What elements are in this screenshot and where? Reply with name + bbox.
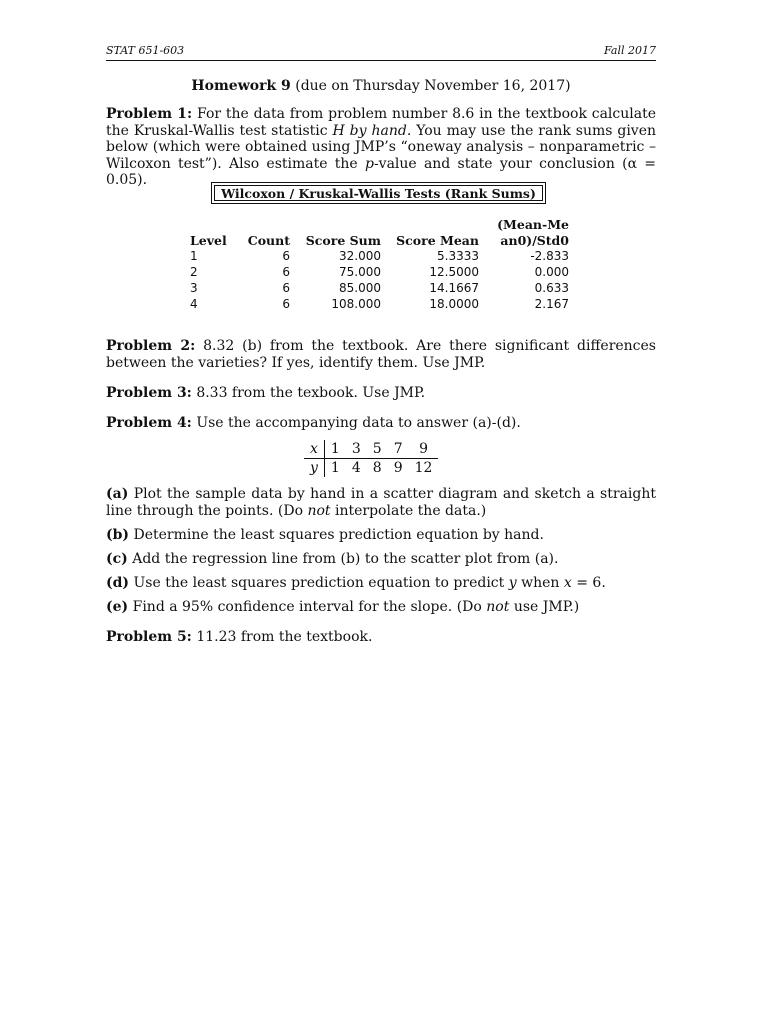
problem-2-text: 8.32 (b) from the textbook. Are there significant differences between the varieties? If yes, identify them. Use JMP. bbox=[106, 338, 656, 371]
jmp-table-title-box bbox=[211, 182, 546, 204]
col-level: Level bbox=[190, 232, 227, 248]
jmp-table-title: Wilcoxon / Kruskal-Wallis Tests (Rank Sums) bbox=[221, 186, 536, 201]
part-d-label: (d) bbox=[106, 575, 130, 591]
title-bold: Homework 9 bbox=[191, 78, 291, 94]
cell: 12.5000 bbox=[429, 265, 479, 279]
cell: 3 bbox=[190, 281, 198, 295]
problem-4-label: Problem 4: bbox=[106, 415, 192, 431]
problem-4-part-c bbox=[106, 551, 656, 568]
problem-1-stat-symbol: H bbox=[332, 122, 345, 139]
y-row bbox=[304, 459, 438, 478]
problem-3-label: Problem 3: bbox=[106, 385, 192, 401]
cell: 4 bbox=[351, 460, 361, 476]
problem-1-text-c: -value and state your conclusion ( bbox=[373, 155, 628, 172]
problem-5-label: Problem 5: bbox=[106, 629, 192, 645]
x-row bbox=[304, 440, 438, 459]
problem-1-text-a: For the data from problem number 8.6 in the textbook calculate the Kruskal-Wallis test statistic bbox=[106, 106, 656, 139]
cell: 8 bbox=[372, 460, 382, 476]
term: Fall 2017 bbox=[604, 44, 656, 57]
part-c-label: (c) bbox=[106, 551, 128, 567]
cell: 14.1667 bbox=[429, 281, 479, 295]
problem-3 bbox=[106, 385, 656, 402]
table-row bbox=[190, 264, 569, 280]
table-row bbox=[190, 296, 569, 312]
x-label: x bbox=[304, 440, 324, 459]
part-e-label: (e) bbox=[106, 599, 129, 615]
y-label: y bbox=[304, 459, 324, 478]
problem-5 bbox=[106, 629, 656, 646]
cell: 9 bbox=[409, 440, 439, 459]
cell: 5.3333 bbox=[437, 249, 479, 263]
part-a-not: not bbox=[307, 502, 331, 519]
part-a-text-1: Plot the sample data by hand in a scatter diagram and sketch a straight line through the points. (Do bbox=[106, 486, 656, 519]
cell: 6 bbox=[282, 297, 290, 311]
col-std-score-line1: (Mean-Me bbox=[497, 217, 569, 232]
col-std-score bbox=[479, 217, 569, 248]
cell: 85.000 bbox=[339, 281, 381, 295]
problem-1-by-hand: by hand bbox=[349, 122, 407, 139]
cell: 6 bbox=[282, 281, 290, 295]
rank-sums-header-row bbox=[190, 217, 569, 248]
cell: 4 bbox=[190, 297, 198, 311]
cell: 75.000 bbox=[339, 265, 381, 279]
cell: 7 bbox=[388, 440, 409, 459]
problem-1-alpha: α = 0.05 bbox=[106, 155, 656, 188]
cell: 5 bbox=[367, 440, 388, 459]
cell: 2.167 bbox=[534, 297, 569, 311]
problem-4-part-b bbox=[106, 527, 656, 544]
cell: 108.000 bbox=[331, 297, 381, 311]
cell: 2 bbox=[190, 265, 198, 279]
header-rule bbox=[106, 60, 656, 61]
part-d-text-3: = 6. bbox=[576, 575, 606, 591]
course-code: STAT 651-603 bbox=[106, 44, 185, 57]
problem-1-p-symbol: p bbox=[364, 155, 374, 172]
problem-5-text: 11.23 from the textbook. bbox=[196, 629, 373, 645]
part-d-text-1: Use the least squares prediction equation to predict bbox=[133, 575, 505, 591]
part-c-text: Add the regression line from (b) to the scatter plot from (a). bbox=[132, 551, 559, 567]
title-due: (due on Thursday November 16, 2017) bbox=[295, 78, 571, 94]
problem-4 bbox=[106, 415, 656, 432]
cell: 1 bbox=[324, 440, 345, 459]
cell: 3 bbox=[346, 440, 367, 459]
problem-2-label: Problem 2: bbox=[106, 338, 196, 354]
table-row bbox=[190, 248, 569, 264]
problem-1-label: Problem 1: bbox=[106, 106, 193, 122]
problem-1-text-b: . You may use the rank sums given below (which were obtained using JMP’s “oneway analysis – nonparametric – Wilcoxon test”). Also estimate the bbox=[106, 122, 657, 172]
problem-3-text: 8.33 from the texbook. Use JMP. bbox=[196, 385, 426, 401]
col-std-score-line2: an0)/Std0 bbox=[500, 232, 569, 248]
problem-4-part-e bbox=[106, 599, 656, 616]
part-d-x: x bbox=[563, 575, 572, 591]
col-score-sum: Score Sum bbox=[305, 232, 381, 248]
part-d-text-2: when bbox=[521, 575, 560, 591]
xy-data-table bbox=[304, 440, 438, 477]
cell: 12 bbox=[414, 460, 433, 476]
part-d-y: y bbox=[508, 575, 517, 591]
table-row bbox=[190, 280, 569, 296]
rank-sums-table bbox=[190, 217, 569, 312]
cell: 6 bbox=[282, 249, 290, 263]
cell: -2.833 bbox=[530, 249, 569, 263]
cell: 0.633 bbox=[534, 281, 569, 295]
page-header bbox=[106, 44, 656, 60]
part-a-label: (a) bbox=[106, 486, 129, 502]
cell: 9 bbox=[393, 460, 403, 476]
col-count: Count bbox=[247, 232, 290, 248]
cell: 1 bbox=[190, 249, 198, 263]
problem-1 bbox=[106, 106, 656, 189]
problem-4-text: Use the accompanying data to answer (a)-(d). bbox=[196, 415, 521, 431]
col-score-mean: Score Mean bbox=[396, 232, 479, 248]
cell: 18.0000 bbox=[429, 297, 479, 311]
part-e-text-1: Find a 95% confidence interval for the slope. (Do bbox=[132, 599, 482, 615]
cell: 6 bbox=[282, 265, 290, 279]
page-title bbox=[106, 78, 656, 94]
problem-4-part-a bbox=[106, 486, 656, 519]
cell: 32.000 bbox=[339, 249, 381, 263]
part-e-not: not bbox=[486, 599, 510, 615]
part-b-text: Determine the least squares prediction equation by hand. bbox=[133, 527, 544, 543]
part-b-label: (b) bbox=[106, 527, 130, 543]
problem-1-text-d: ). bbox=[137, 172, 148, 188]
cell: 1 bbox=[330, 460, 340, 476]
problem-4-part-d bbox=[106, 575, 656, 592]
problem-2 bbox=[106, 338, 656, 371]
part-a-text-2: interpolate the data.) bbox=[335, 502, 487, 519]
part-e-text-2: use JMP.) bbox=[513, 599, 580, 615]
cell: 0.000 bbox=[534, 265, 569, 279]
